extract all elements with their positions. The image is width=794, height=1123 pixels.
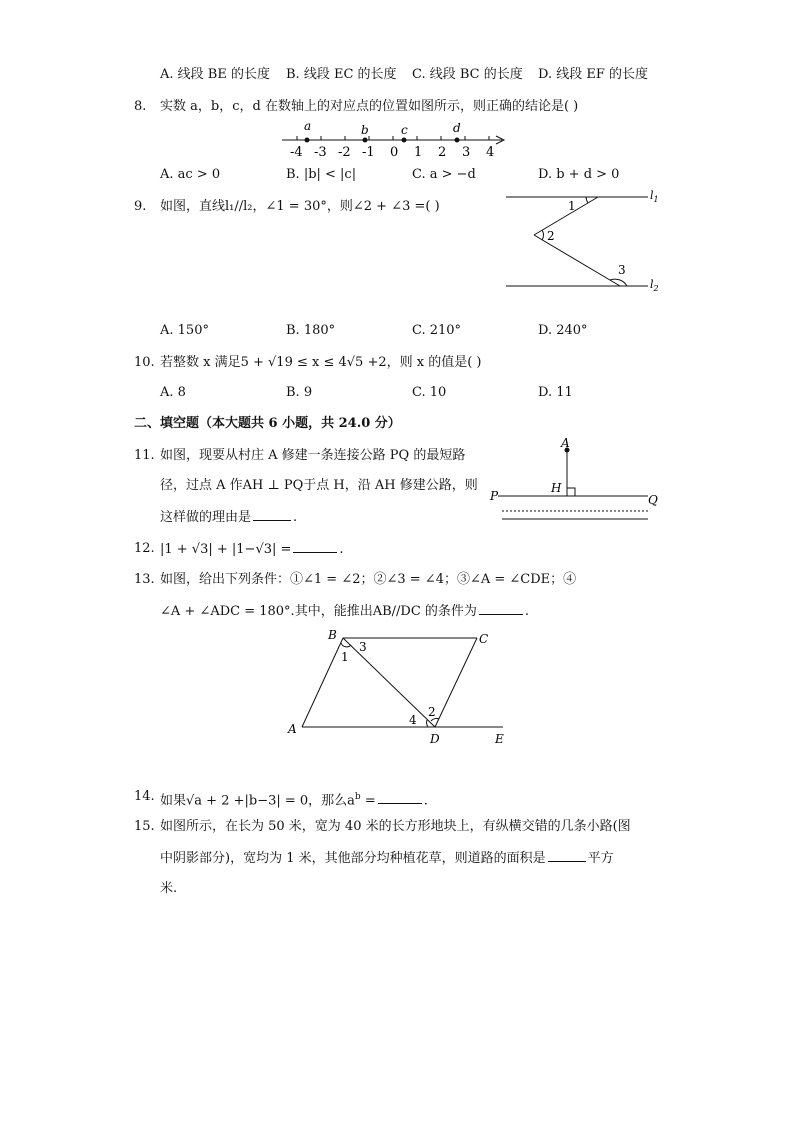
q8-option-c: C. a > −d — [412, 167, 476, 182]
q15-line3: 米. — [160, 881, 178, 896]
diagonal-bd — [343, 638, 435, 727]
q12-number: 12. — [134, 541, 155, 556]
point-c — [402, 138, 407, 143]
vertex-label-a: A — [288, 722, 297, 736]
q9-text: 如图，直线l₁//l₂，∠1 = 30°，则∠2 + ∠3 =( ) — [160, 199, 440, 214]
side-cd — [435, 638, 477, 727]
q8-number: 8. — [134, 99, 147, 114]
label-h: H — [551, 481, 562, 495]
q9-number: 9. — [134, 199, 147, 214]
angle-arc-2 — [542, 230, 544, 240]
angle-label-3: 3 — [359, 640, 367, 654]
point-label-c: c — [401, 123, 408, 137]
point-b — [363, 138, 368, 143]
angle-label-3: 3 — [618, 263, 626, 277]
q11-line2: 径，过点 A 作AH ⊥ PQ于点 H，沿 AH 修建公路，则 — [160, 478, 478, 493]
point-a — [305, 138, 310, 143]
q8-option-a: A. ac > 0 — [160, 167, 221, 182]
q7-option-c: C. 线段 BC 的长度 — [412, 67, 523, 82]
q15-answer-blank[interactable] — [548, 849, 586, 862]
line-label-l1: $l_1$ — [650, 189, 659, 204]
angle-arc-d — [427, 720, 428, 727]
q7-option-d: D. 线段 EF 的长度 — [538, 67, 648, 82]
angle-label-1: 1 — [568, 199, 576, 213]
number-line-ticks — [297, 136, 489, 140]
q15-line2: 中阴影部分)，宽均为 1 米，其他部分均种植花草，则道路的面积是 平方 — [160, 851, 614, 866]
q9-option-c: C. 210° — [412, 323, 462, 338]
q10-number: 10. — [134, 355, 155, 370]
tick-label-3: 3 — [462, 145, 471, 160]
q13-line1: 如图，给出下列条件：①∠1 = ∠2；②∠3 = ∠4；③∠A = ∠CDE；④ — [160, 572, 577, 587]
q11-line1: 如图，现要从村庄 A 修建一条连接公路 PQ 的最短路 — [160, 448, 466, 463]
angle-arc-1 — [586, 197, 588, 203]
parallelogram-figure — [285, 625, 515, 750]
q12-answer-blank[interactable] — [293, 540, 337, 553]
q10-text: 若整数 x 满足5 + √19 ≤ x ≤ 4√5 +2，则 x 的值是( ) — [160, 355, 482, 370]
label-p: P — [490, 489, 499, 503]
q10-option-a: A. 8 — [160, 385, 186, 400]
right-angle-mark — [567, 488, 575, 496]
q15-line1: 如图所示，在长为 50 米，宽为 40 米的长方形地块上，有纵横交错的几条小路(图 — [160, 819, 631, 834]
q9-option-b: B. 180° — [286, 323, 336, 338]
q13-number: 13. — [134, 572, 155, 587]
tick-label-n3: -3 — [314, 145, 327, 160]
number-line-figure — [280, 118, 510, 160]
q14-number: 14. — [134, 789, 155, 804]
q11-line3: 这样做的理由是 . — [160, 510, 298, 525]
q9-option-d: D. 240° — [538, 323, 588, 338]
label-a: A — [561, 436, 570, 450]
q13-answer-blank[interactable] — [479, 602, 523, 615]
q14-line: 如果√a + 2 +|b−3| = 0，那么$a^b$ = . — [160, 792, 428, 809]
tick-label-n1: -1 — [362, 145, 375, 160]
vertex-label-c: C — [479, 632, 489, 646]
q8-option-b: B. |b| < |c| — [286, 167, 357, 182]
q11-number: 11. — [134, 448, 155, 463]
tick-label-n2: -2 — [338, 145, 351, 160]
vertex-label-b: B — [328, 628, 337, 642]
angle-label-4: 4 — [409, 713, 417, 727]
angle-label-2: 2 — [547, 229, 555, 243]
q8-option-d: D. b + d > 0 — [538, 167, 620, 182]
vertex-label-e: E — [495, 732, 504, 746]
label-q: Q — [648, 493, 658, 507]
tick-label-0: 0 — [390, 145, 399, 160]
q9-option-a: A. 150° — [160, 323, 209, 338]
side-ab — [302, 638, 343, 727]
q7-option-b: B. 线段 EC 的长度 — [286, 67, 397, 82]
q8-text: 实数 a，b，c，d 在数轴上的对应点的位置如图所示，则正确的结论是( ) — [160, 99, 579, 114]
tick-label-2: 2 — [438, 145, 447, 160]
q14-answer-blank[interactable] — [378, 791, 422, 804]
section-heading-fill-in: 二、填空题（本大题共 6 小题，共 24.0 分） — [134, 416, 401, 431]
line-label-l2: $l_2$ — [650, 278, 659, 293]
point-label-b: b — [361, 123, 369, 137]
q7-option-a: A. 线段 BE 的长度 — [160, 67, 270, 82]
q12-line: |1 + √3| + |1−√3| = . — [160, 542, 344, 557]
angle-label-2: 2 — [428, 705, 436, 719]
point-label-a: a — [304, 119, 312, 133]
vertex-label-d: D — [430, 732, 440, 746]
q11-answer-blank[interactable] — [253, 508, 291, 521]
tick-label-n4: -4 — [290, 145, 303, 160]
tick-label-1: 1 — [414, 145, 423, 160]
point-d — [455, 138, 460, 143]
angle-label-1: 1 — [341, 650, 349, 664]
road-figure — [488, 438, 663, 523]
q15-number: 15. — [134, 819, 155, 834]
point-label-d: d — [453, 121, 461, 135]
parallel-lines-figure — [500, 185, 670, 295]
q13-line2: ∠A + ∠ADC = 180°.其中，能推出AB//DC 的条件为 . — [160, 604, 530, 619]
q10-option-c: C. 10 — [412, 385, 447, 400]
tick-label-4: 4 — [486, 145, 495, 160]
q10-option-d: D. 11 — [538, 385, 573, 400]
q10-option-b: B. 9 — [286, 385, 313, 400]
